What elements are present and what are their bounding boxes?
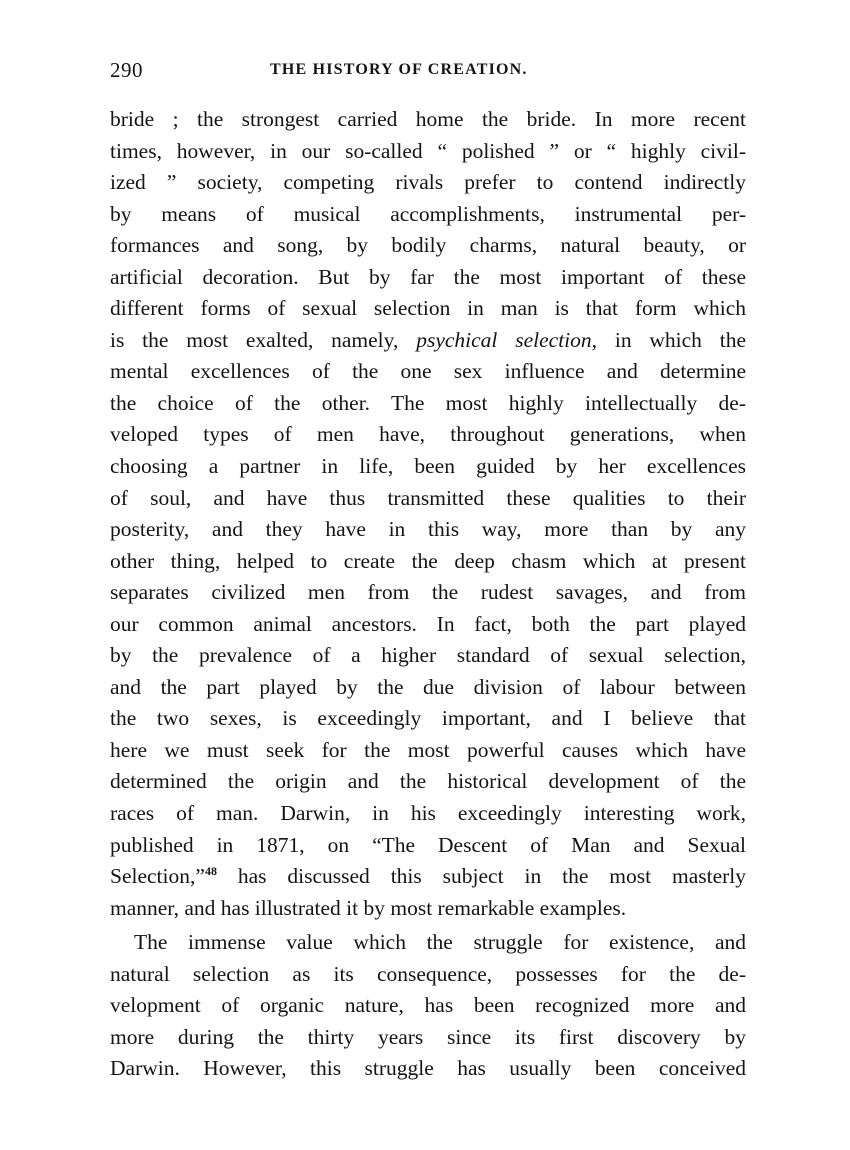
text-line: formances and song, by bodily charms, natural beauty, or — [110, 233, 746, 258]
text-line: the choice of the other. The most highly intellectually de- — [110, 390, 746, 415]
running-title: THE HISTORY OF CREATION. — [270, 61, 528, 78]
text-fragment: in which the — [614, 327, 747, 352]
text-fragment: Selection,” — [110, 864, 205, 889]
body-text — [110, 104, 746, 1085]
text-line: ized ” society, competing rivals prefer to contend indirectly — [110, 170, 746, 195]
text-line: natural selection as its consequence, possesses for the de- — [110, 961, 746, 986]
text-line: more during the thirty years since its first discovery by — [110, 1024, 746, 1049]
text-line: our common animal ancestors. In fact, both the part played — [110, 611, 746, 636]
text-line: veloped types of men have, throughout generations, when — [110, 422, 746, 447]
text-line: choosing a partner in life, been guided by her excellences — [110, 454, 746, 479]
text-line: times, however, in our so-called “ polished ” or “ highly civil- — [110, 138, 746, 163]
text-line: by means of musical accomplishments, instrumental per- — [110, 201, 746, 226]
text-fragment: is the most exalted, namely, — [110, 327, 399, 352]
text-fragment: has discussed this subject in the most masterly — [237, 864, 747, 889]
text-line: artificial decoration. But by far the most important of these — [110, 264, 746, 289]
running-head — [110, 58, 745, 88]
footnote-marker: 48 — [204, 863, 217, 878]
text-line: races of man. Darwin, in his exceedingly interesting work, — [110, 801, 746, 826]
paragraph-1 — [110, 104, 746, 924]
text-line: The immense value which the struggle for existence, and — [134, 930, 746, 955]
text-line: determined the origin and the historical development of the — [110, 769, 746, 794]
text-line: published in 1871, on “The Descent of Man and Sexual — [110, 832, 746, 857]
text-line: posterity, and they have in this way, more than by any — [110, 517, 746, 542]
text-line: different forms of sexual selection in man is that form which — [110, 296, 746, 321]
text-line: bride ; the strongest carried home the bride. In more recent — [110, 107, 746, 131]
page-number: 290 — [110, 58, 143, 82]
text-line: mental excellences of the one sex influence and determine — [110, 359, 746, 384]
text-line — [110, 325, 746, 357]
paragraph-2 — [110, 927, 746, 1085]
text-line: velopment of organic nature, has been recognized more and — [110, 993, 746, 1018]
text-line: the two sexes, is exceedingly important, and I believe that — [110, 706, 746, 731]
text-line: Darwin. However, this struggle has usually been conceived — [110, 1056, 746, 1081]
text-line: separates civilized men from the rudest savages, and from — [110, 580, 746, 605]
italic-term: psychical selection, — [416, 327, 598, 352]
text-line: and the part played by the due division of labour between — [110, 674, 746, 699]
text-line: other thing, helped to create the deep chasm which at present — [110, 548, 746, 573]
text-line: by the prevalence of a higher standard of sexual selection, — [110, 643, 746, 668]
text-line: of soul, and have thus transmitted these qualities to their — [110, 485, 746, 510]
text-line: manner, and has illustrated it by most remarkable examples. — [110, 895, 627, 920]
text-line: here we must seek for the most powerful causes which have — [110, 737, 746, 762]
text-line — [110, 861, 746, 893]
